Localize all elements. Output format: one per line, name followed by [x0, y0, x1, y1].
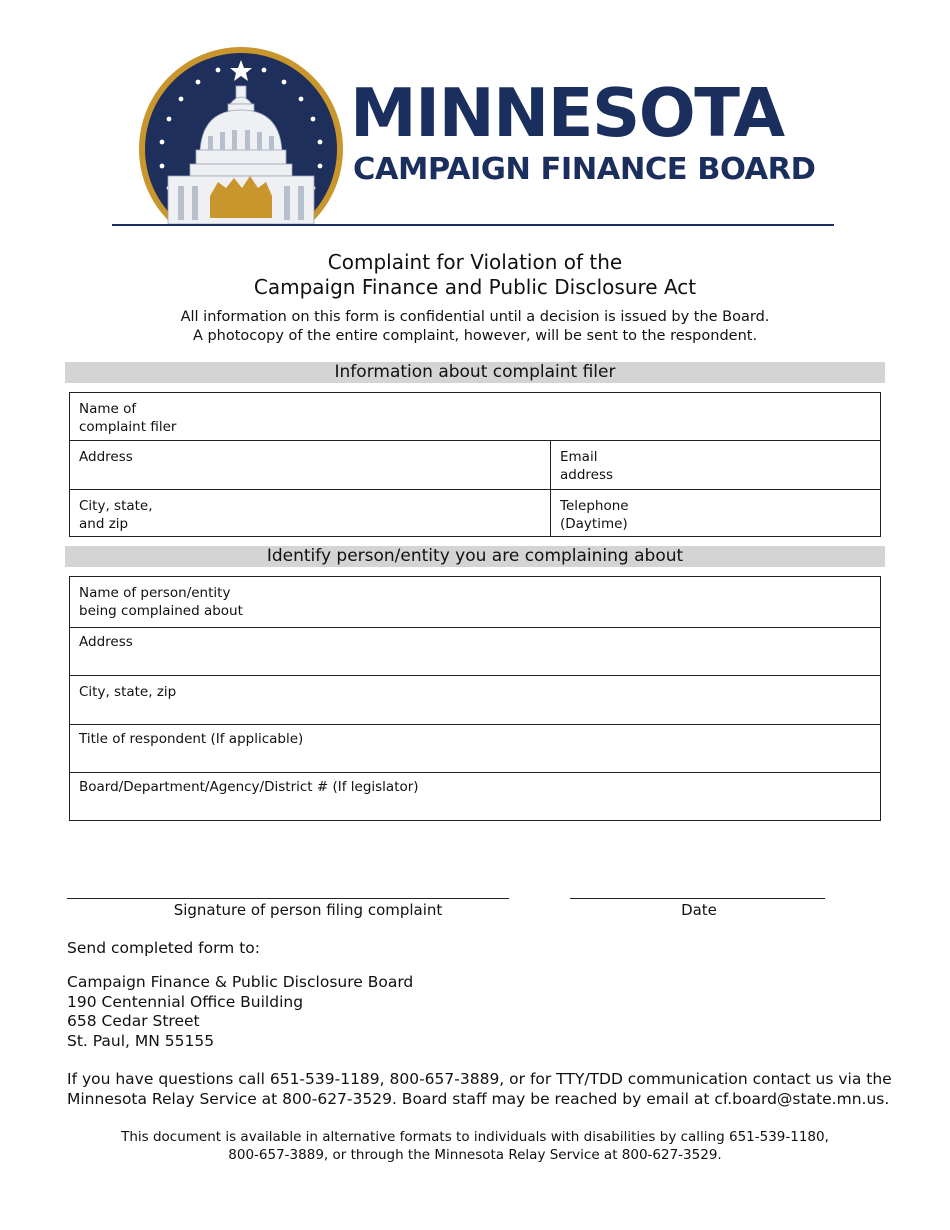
respondent-title-row	[70, 724, 880, 772]
filer-address-field[interactable]	[70, 441, 550, 489]
respondent-name-row	[70, 577, 880, 627]
filer-city-label-1: City, state,	[79, 498, 153, 514]
date-label: Date	[681, 901, 717, 919]
brand-title: MINNESOTA	[350, 74, 784, 152]
send-to-label: Send completed form to:	[67, 939, 260, 957]
respondent-info-box	[69, 576, 881, 821]
accessibility-notice-line-1: This document is available in alternative formats to individuals with disabilities by calling 651-539-1180,	[121, 1129, 829, 1145]
respondent-title-field[interactable]	[70, 725, 880, 772]
respondent-address-row	[70, 627, 880, 675]
respondent-city-row	[70, 675, 880, 724]
filer-city-field[interactable]	[70, 490, 550, 536]
filer-name-label-1: Name of	[79, 401, 137, 417]
respondent-name-label-2: being complained about	[79, 603, 243, 619]
filer-telephone-field[interactable]	[550, 490, 880, 536]
date-line[interactable]	[570, 898, 825, 899]
filer-name-row	[70, 393, 880, 440]
accessibility-notice-line-2: 800-657-3889, or through the Minnesota Relay Service at 800-627-3529.	[228, 1147, 722, 1163]
respondent-name-label-1: Name of person/entity	[79, 585, 231, 601]
mailing-line-1: Campaign Finance & Public Disclosure Board	[67, 973, 414, 991]
respondent-section-heading: Identify person/entity you are complaining about	[65, 546, 885, 567]
respondent-city-label: City, state, zip	[79, 684, 177, 700]
confidentiality-notice-line-2: A photocopy of the entire complaint, however, will be sent to the respondent.	[192, 328, 758, 344]
filer-address-label: Address	[79, 449, 133, 465]
filer-email-label-1: Email	[560, 449, 598, 465]
mailing-line-4: St. Paul, MN 55155	[67, 1031, 215, 1050]
filer-info-box	[69, 392, 881, 537]
form-title-line-2: Campaign Finance and Public Disclosure Act	[253, 275, 697, 299]
header-divider	[112, 224, 834, 226]
filer-telephone-label-1: Telephone	[560, 498, 629, 514]
filer-city-label-2: and zip	[79, 516, 129, 532]
respondent-district-field[interactable]	[70, 773, 880, 820]
respondent-city-field[interactable]	[70, 676, 880, 724]
respondent-address-label: Address	[79, 634, 133, 650]
signature-line[interactable]	[67, 898, 509, 899]
filer-section-heading: Information about complaint filer	[65, 362, 885, 383]
respondent-address-field[interactable]	[70, 628, 880, 675]
respondent-title-label: Title of respondent (If applicable)	[79, 731, 304, 747]
confidentiality-notice-line-1: All information on this form is confidential until a decision is issued by the Board.	[180, 309, 770, 325]
mailing-line-2: 190 Centennial Office Building	[67, 992, 304, 1011]
filer-email-label-2: address	[560, 467, 614, 483]
brand-subtitle: CAMPAIGN FINANCE BOARD	[353, 152, 816, 187]
signature-label: Signature of person filing complaint	[173, 901, 443, 919]
contact-info	[67, 1070, 897, 1109]
filer-email-field[interactable]	[550, 441, 880, 489]
filer-name-field[interactable]	[70, 393, 880, 440]
respondent-district-row	[70, 772, 880, 820]
contact-line-2: Minnesota Relay Service at 800-627-3529. Board staff may be reached by email at cf.board@state.mn.us.	[67, 1089, 890, 1108]
respondent-name-field[interactable]	[70, 577, 880, 627]
filer-name-label-2: complaint filer	[79, 419, 177, 435]
contact-line-1: If you have questions call 651-539-1189, 800-657-3889, or for TTY/TDD communication contact us via the	[67, 1070, 892, 1088]
filer-address-row	[70, 440, 880, 489]
respondent-district-label: Board/Department/Agency/District # (If legislator)	[79, 779, 419, 795]
form-title-line-1: Complaint for Violation of the	[327, 250, 623, 274]
mailing-line-3: 658 Cedar Street	[67, 1012, 200, 1030]
filer-city-row	[70, 489, 880, 536]
mailing-address	[67, 973, 413, 1051]
capitol-seal-logo	[138, 46, 344, 224]
filer-telephone-label-2: (Daytime)	[560, 516, 628, 532]
